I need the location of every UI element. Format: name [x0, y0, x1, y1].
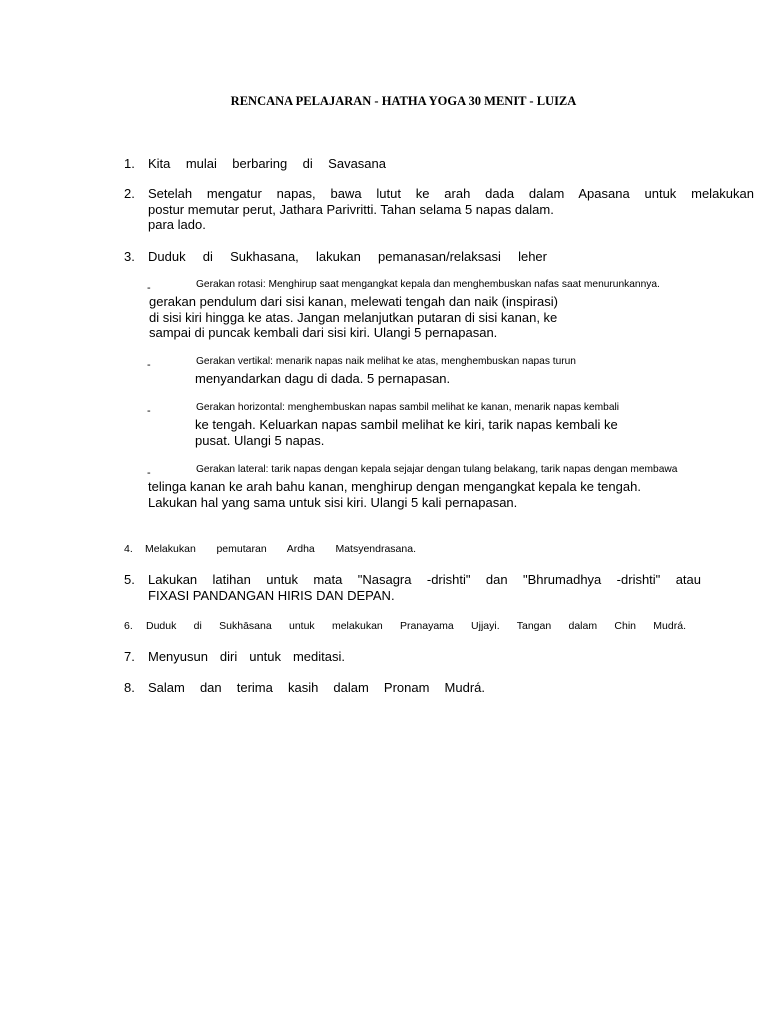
- sub-item-text: ke tengah. Keluarkan napas sambil melihat ke kiri, tarik napas kembali ke pusat. Ulangi 5 napas.: [195, 417, 618, 448]
- item-number: 3.: [124, 249, 135, 264]
- item-number: 6.: [124, 620, 133, 632]
- item-text: Duduk di Sukhāsana untuk melakukan Pranayama Ujjayi. Tangan dalam Chin Mudrá.: [146, 620, 686, 632]
- item-text: Melakukan pemutaran Ardha Matsyendrasana.: [145, 543, 416, 555]
- item-number: 8.: [124, 680, 135, 695]
- item-number: 7.: [124, 649, 135, 664]
- dash-bullet: -: [147, 467, 151, 479]
- sub-item-text: telinga kanan ke arah bahu kanan, menghirup dengan mengangkat kepala ke tengah. Lakukan hal yang sama untuk sisi kiri. Ulangi 5 kali pernapasan.: [148, 479, 641, 510]
- item-number: 4.: [124, 543, 133, 555]
- dash-bullet: -: [147, 359, 151, 371]
- item-text: Salam dan terima kasih dalam Pronam Mudrá.: [148, 680, 485, 695]
- dash-bullet: -: [147, 282, 151, 294]
- sub-item-text: gerakan pendulum dari sisi kanan, melewati tengah dan naik (inspirasi) di sisi kiri hingga ke atas. Jangan melanjutkan putaran di sisi kanan, ke sampai di puncak kembali dari sisi kiri. Ulangi 5 pernapasan.: [149, 294, 559, 340]
- item-number: 5.: [124, 572, 135, 587]
- sub-item-lead: Gerakan lateral: tarik napas dengan kepala sejajar dengan tulang belakang, tarik napas dengan membawa: [196, 464, 678, 475]
- sub-item-lead: Gerakan vertikal: menarik napas naik melihat ke atas, menghembuskan napas turun: [196, 356, 576, 367]
- item-text: Kita mulai berbaring di Savasana: [148, 156, 386, 171]
- document-title: RENCANA PELAJARAN - HATHA YOGA 30 MENIT - LUIZA: [230, 94, 577, 108]
- item-text: Lakukan latihan untuk mata "Nasagra -drishti" dan "Bhrumadhya -drishti" atau FIXASI PANDANGAN HIRIS DAN DEPAN.: [148, 572, 701, 603]
- item-text: Duduk di Sukhasana, lakukan pemanasan/relaksasi leher: [148, 249, 547, 264]
- sub-item-lead: Gerakan rotasi: Menghirup saat mengangkat kepala dan menghembuskan nafas saat menurunkannya.: [196, 279, 660, 290]
- item-number: 1.: [124, 156, 135, 171]
- sub-item-lead: Gerakan horizontal: menghembuskan napas sambil melihat ke kanan, menarik napas kembali: [196, 402, 620, 413]
- sub-item-text: menyandarkan dagu di dada. 5 pernapasan.: [195, 371, 451, 386]
- dash-bullet: -: [147, 405, 151, 417]
- item-text: Menyusun diri untuk meditasi.: [148, 649, 345, 664]
- item-text: Setelah mengatur napas, bawa lutut ke arah dada dalam Apasana untuk melakukan postur memutar perut, Jathara Parivritti. Tahan selama 5 napas dalam. para lado.: [148, 186, 754, 232]
- item-number: 2.: [124, 186, 135, 201]
